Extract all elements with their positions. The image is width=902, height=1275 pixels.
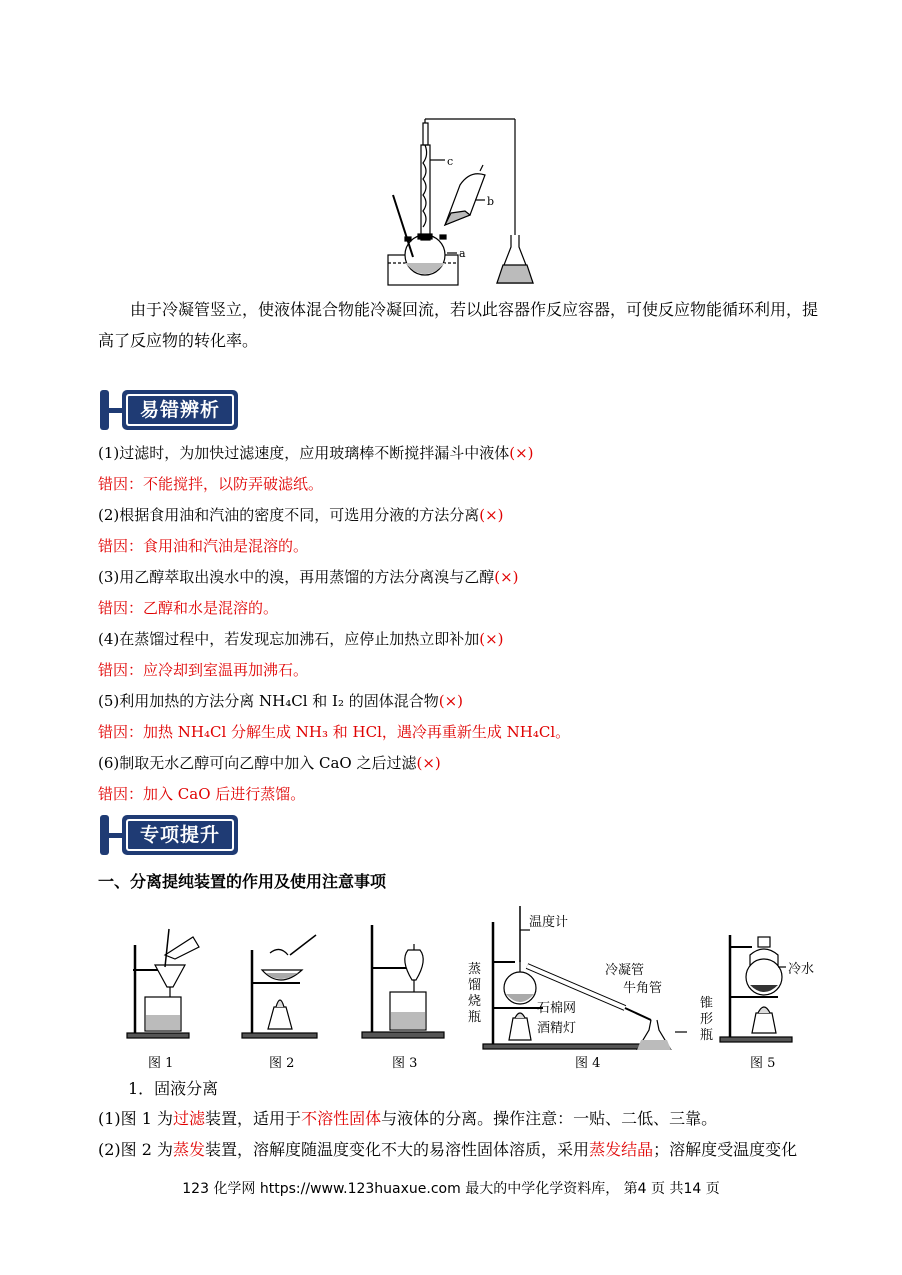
reflux-apparatus-figure bbox=[385, 115, 535, 290]
fig4-label-conical: 锥 形 瓶 bbox=[700, 996, 714, 1043]
question-2: (2)根据食用油和汽油的密度不同，可选用分液的方法分离(×) bbox=[98, 506, 504, 524]
section-header-yicuo bbox=[100, 390, 240, 430]
section-header-zhuanxiang bbox=[100, 815, 240, 855]
wrong-mark: (×) bbox=[416, 754, 441, 772]
term-filtration: 过滤 bbox=[173, 1109, 206, 1128]
wrong-mark: (×) bbox=[494, 568, 519, 586]
question-3: (3)用乙醇萃取出溴水中的溴，再用蒸馏的方法分离溴与乙醇(×) bbox=[98, 568, 519, 586]
answer-3: 错因：乙醇和水是混溶的。 bbox=[98, 599, 279, 617]
wrong-mark: (×) bbox=[438, 692, 464, 710]
fig4-label-asbestos: 石棉网 bbox=[537, 1001, 577, 1016]
section2-heading: 一、分离提纯装置的作用及使用注意事项 bbox=[98, 872, 387, 891]
fig4-label-thermometer: 温度计 bbox=[529, 915, 569, 930]
answer-6: 错因：加入 CaO 后进行蒸馏。 bbox=[98, 785, 306, 803]
fig5-label-cold-water: 冷水 bbox=[788, 962, 815, 977]
question-6: (6)制取无水乙醇可向乙醇中加入 CaO 之后过滤(×) bbox=[98, 754, 441, 772]
label-c: c bbox=[447, 155, 454, 168]
figure-2-evaporation bbox=[240, 915, 325, 1040]
figure-1-caption: 图 1 bbox=[148, 1056, 174, 1071]
fig4-label-adapter: 牛角管 bbox=[623, 981, 663, 996]
figure-4-distillation bbox=[465, 900, 717, 1050]
figure-4-caption: 图 4 bbox=[575, 1056, 601, 1071]
wrong-mark: (×) bbox=[479, 506, 504, 524]
figure-5-caption: 图 5 bbox=[750, 1056, 776, 1071]
term-insoluble-solid: 不溶性固体 bbox=[301, 1109, 382, 1128]
question-4: (4)在蒸馏过程中，若发现忘加沸石，应停止加热立即补加(×) bbox=[98, 630, 504, 648]
wrong-mark: (×) bbox=[479, 630, 504, 648]
figure-3-caption: 图 3 bbox=[392, 1056, 418, 1071]
paragraph-evaporation: (2)图 2 为蒸发装置，溶解度随温度变化不大的易溶性固体溶质，采用蒸发结晶；溶解度受温度变化 bbox=[98, 1140, 798, 1159]
figure-2-caption: 图 2 bbox=[269, 1056, 295, 1071]
section-title-zhuanxiang: 专项提升 bbox=[126, 819, 234, 851]
figure-5-sublimation bbox=[718, 925, 828, 1045]
fig4-label-lamp: 酒精灯 bbox=[537, 1021, 577, 1036]
question-5: (5)利用加热的方法分离 NH₄Cl 和 I₂ 的固体混合物(×) bbox=[98, 692, 464, 710]
answer-1: 错因：不能搅拌，以防弄破滤纸。 bbox=[98, 475, 324, 493]
paragraph-filtration: (1)图 1 为过滤装置，适用于不溶性固体与液体的分离。操作注意：一贴、二低、三靠。 bbox=[98, 1109, 718, 1128]
term-evaporative-crystallization: 蒸发结晶 bbox=[589, 1140, 654, 1159]
intro-paragraph: 由于冷凝管竖立，使液体混合物能冷凝回流，若以此容器作反应容器，可使反应物能循环利用，提高了反应物的转化率。 bbox=[98, 300, 819, 350]
term-evaporation: 蒸发 bbox=[173, 1140, 206, 1159]
section-title-yicuo: 易错辨析 bbox=[126, 394, 234, 426]
page-footer: 123 化学网 https://www.123huaxue.com 最大的中学化学资料库， 第4 页 共14 页 bbox=[182, 1181, 720, 1197]
label-b: b bbox=[487, 195, 495, 208]
question-1: (1)过滤时，为加快过滤速度，应用玻璃棒不断搅拌漏斗中液体(×) bbox=[98, 444, 534, 462]
wrong-mark: (×) bbox=[509, 444, 534, 462]
figure-1-filtration bbox=[125, 915, 205, 1040]
subheading-solid-liquid: 1．固液分离 bbox=[128, 1079, 219, 1098]
answer-4: 错因：应冷却到室温再加沸石。 bbox=[98, 661, 309, 679]
fig4-label-condenser: 冷凝管 bbox=[605, 963, 645, 978]
figure-3-separating-funnel bbox=[360, 920, 450, 1040]
label-a: a bbox=[459, 247, 466, 260]
answer-5: 错因：加热 NH₄Cl 分解生成 NH₃ 和 HCl，遇冷再重新生成 NH₄Cl。 bbox=[98, 723, 571, 741]
fig4-label-flask: 蒸 馏 烧 瓶 bbox=[468, 962, 482, 1025]
answer-2: 错因：食用油和汽油是混溶的。 bbox=[98, 537, 309, 555]
